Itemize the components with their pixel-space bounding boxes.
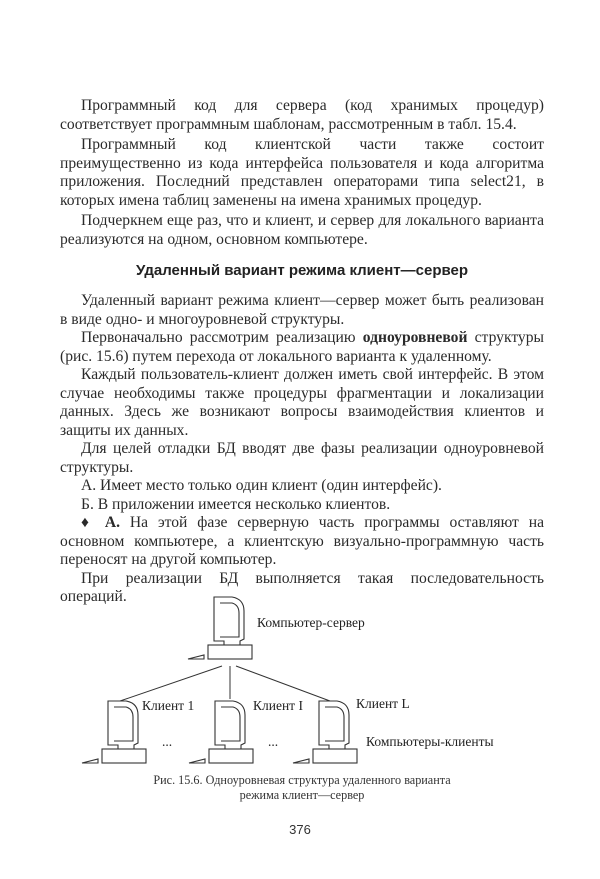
server-computer-icon: [188, 597, 252, 659]
paragraph: Каждый пользователь-клиент должен иметь свой интерфейс. В этом случае необходимы также процедуры фрагментации и локализации данных. Здесь же возникают вопросы взаимодействия клиентов и защиты их данных.: [60, 366, 544, 439]
paragraph: Программный код для сервера (код хранимых процедур) соответствует программным шаблонам, рассмотренным в табл. 15.4.: [60, 97, 544, 133]
client-computer-icon: [189, 701, 253, 763]
ellipsis: ...: [162, 734, 173, 749]
client-computer-icon: [82, 701, 146, 763]
bold-term: одноуровневой: [362, 329, 468, 346]
list-item-b: Б. В приложении имеется несколько клиентов.: [81, 495, 391, 513]
paragraph: ♦ А. На этой фазе серверную часть программы оставляют на основном компьютере, а клиентскую визуально-программную часть переносят на другой компьютер.: [60, 514, 545, 568]
section-remote-text: [60, 292, 544, 607]
client-label: Клиент 1: [142, 698, 195, 713]
client-label: Клиент I: [253, 698, 303, 713]
paragraph: Программный код клиентской части также состоит преимущественно из кода интерфейса пользователя и кода алгоритма приложения. Последний представлен операторами типа select21, в которых имена таблиц заменены на имена хранимых процедур.: [60, 136, 544, 209]
figure-caption: Рис. 15.6. Одноуровневая структура удаленного варианта режима клиент—сервер: [153, 773, 451, 802]
section-local-text: [60, 97, 544, 249]
phase-marker: ♦ А.: [81, 514, 120, 531]
paragraph: При реализации БД выполняется такая последовательность операций.: [60, 569, 544, 605]
client-label: Клиент L: [356, 696, 410, 711]
ellipsis: ...: [268, 734, 279, 749]
server-label: Компьютер-сервер: [257, 615, 365, 630]
paragraph: Подчеркнем еще раз, что и клиент, и сервер для локального варианта реализуются на одном, основном компьютере.: [60, 212, 544, 248]
page-number: 376: [289, 822, 311, 837]
figure-client-server-diagram: [60, 590, 540, 770]
clients-label: Компьютеры-клиенты: [366, 734, 494, 749]
paragraph: Удаленный вариант режима клиент—сервер может быть реализован в виде одно- и многоуровневой структуры.: [60, 292, 544, 328]
section-heading: Удаленный вариант режима клиент—сервер: [135, 262, 469, 279]
paragraph: Для целей отладки БД вводят две фазы реализации одноуровневой структуры.: [60, 440, 544, 476]
connection-lines: [120, 666, 330, 701]
list-item-a: А. Имеет место только один клиент (один интерфейс).: [81, 477, 442, 494]
paragraph: Первоначально рассмотрим реализацию одноуровневой структуры (рис. 15.6) путем перехода от локального варианта к удаленному.: [60, 329, 545, 365]
